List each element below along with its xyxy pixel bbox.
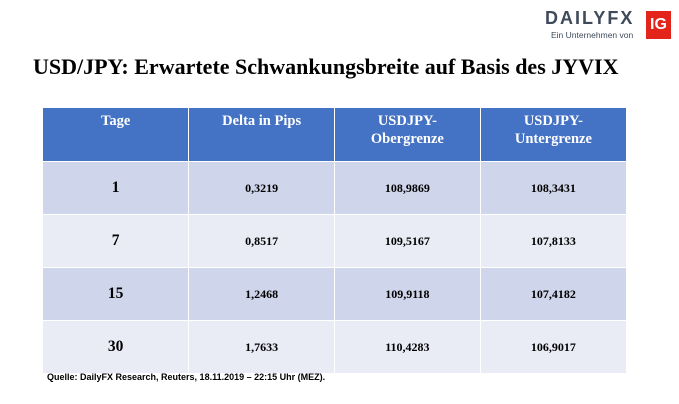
cell-lower: 108,3431	[480, 162, 626, 215]
cell-days: 7	[43, 215, 189, 268]
header-untergrenze: USDJPY- Untergrenze	[480, 108, 626, 162]
logo-subtitle: Ein Unternehmen von	[551, 30, 634, 40]
volatility-range-table	[43, 108, 626, 373]
ig-badge-icon: IG	[646, 11, 671, 39]
table-row	[43, 321, 626, 374]
cell-lower: 107,4182	[480, 268, 626, 321]
table-header-row	[43, 108, 626, 162]
cell-upper: 109,9118	[335, 268, 481, 321]
cell-lower: 107,8133	[480, 215, 626, 268]
header-delta: Delta in Pips	[189, 108, 335, 162]
cell-lower: 106,9017	[480, 321, 626, 374]
cell-days: 1	[43, 162, 189, 215]
cell-delta: 1,2468	[189, 268, 335, 321]
cell-delta: 1,7633	[189, 321, 335, 374]
cell-upper: 109,5167	[335, 215, 481, 268]
source-note: Quelle: DailyFX Research, Reuters, 18.11.2019 – 22:15 Uhr (MEZ).	[47, 372, 326, 382]
cell-delta: 0,8517	[189, 215, 335, 268]
header-obergrenze: USDJPY- Obergrenze	[335, 108, 481, 162]
cell-days: 15	[43, 268, 189, 321]
cell-days: 30	[43, 321, 189, 374]
dailyfx-logo	[545, 8, 671, 42]
header-tage: Tage	[43, 108, 189, 162]
page-title: USD/JPY: Erwartete Schwankungsbreite auf Basis des JYVIX	[33, 54, 619, 79]
cell-upper: 108,9869	[335, 162, 481, 215]
table-row	[43, 268, 626, 321]
cell-upper: 110,4283	[335, 321, 481, 374]
table-row	[43, 162, 626, 215]
cell-delta: 0,3219	[189, 162, 335, 215]
table-row	[43, 215, 626, 268]
logo-brand: DAILYFX	[545, 8, 635, 28]
